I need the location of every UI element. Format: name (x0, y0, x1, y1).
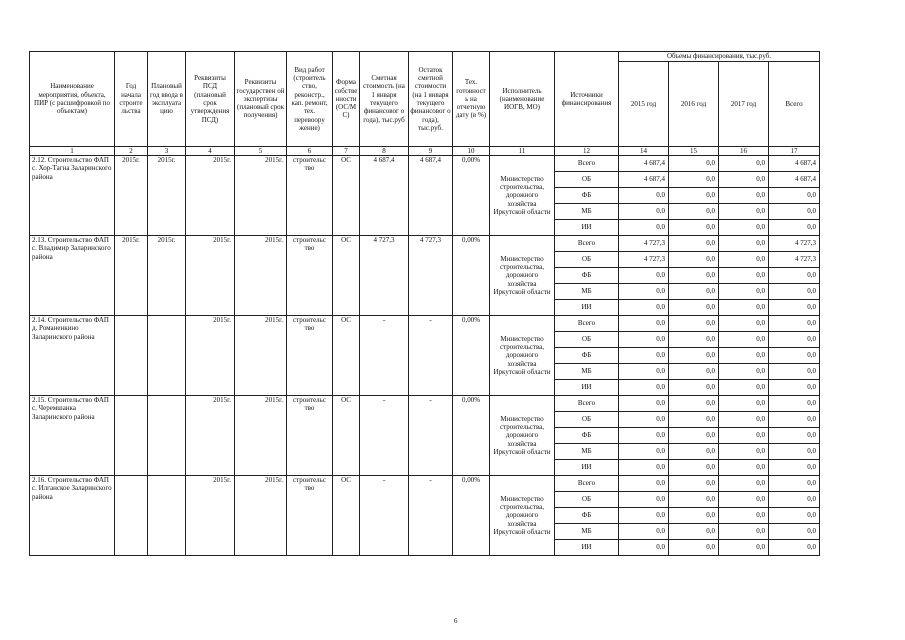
executor: Министерство строительства, дорожного хозяйства Иркутской области (490, 316, 555, 396)
amount-2016: 0,0 (669, 444, 719, 460)
amount-total: 0,0 (769, 284, 820, 300)
col-number: 6 (287, 147, 333, 156)
funding-source: ИИ (555, 220, 619, 236)
commission-year (148, 476, 186, 556)
funding-source: ФБ (555, 428, 619, 444)
amount-total: 0,0 (769, 380, 820, 396)
amount-total: 0,0 (769, 348, 820, 364)
header-2017: 2017 год (719, 62, 769, 147)
amount-2016: 0,0 (669, 316, 719, 332)
amount-total: 0,0 (769, 524, 820, 540)
amount-2016: 0,0 (669, 172, 719, 188)
amount-2015: 0,0 (619, 204, 669, 220)
amount-2015: 0,0 (619, 380, 669, 396)
amount-2017: 0,0 (719, 332, 769, 348)
amount-2017: 0,0 (719, 316, 769, 332)
readiness: 0,00% (453, 476, 490, 556)
start-year (115, 316, 148, 396)
remainder-cost: 4 727,3 (409, 236, 453, 316)
amount-2017: 0,0 (719, 236, 769, 252)
estimate-cost: 4 727,3 (360, 236, 409, 316)
amount-2016: 0,0 (669, 220, 719, 236)
amount-2016: 0,0 (669, 204, 719, 220)
funding-source: ОБ (555, 332, 619, 348)
amount-2016: 0,0 (669, 524, 719, 540)
amount-2017: 0,0 (719, 380, 769, 396)
header-sources: Источники финансирования (555, 52, 619, 147)
col-number: 7 (333, 147, 360, 156)
amount-total: 0,0 (769, 332, 820, 348)
readiness: 0,00% (453, 236, 490, 316)
object-name: 2.14. Строительство ФАП д. Романенкино Заларинского района (30, 316, 115, 396)
funding-source: ФБ (555, 188, 619, 204)
start-year (115, 476, 148, 556)
funding-source: ОБ (555, 492, 619, 508)
amount-2015: 0,0 (619, 476, 669, 492)
executor: Министерство строительства, дорожного хозяйства Иркутской области (490, 156, 555, 236)
work-type: строительс тво (287, 396, 333, 476)
readiness: 0,00% (453, 156, 490, 236)
amount-total: 0,0 (769, 204, 820, 220)
object-name: 2.16. Строительство ФАП с. Илганское Заларинского района (30, 476, 115, 556)
amount-2016: 0,0 (669, 412, 719, 428)
funding-source: ИИ (555, 460, 619, 476)
funding-source: МБ (555, 524, 619, 540)
expertise-date: 2015г. (235, 476, 287, 556)
amount-2016: 0,0 (669, 332, 719, 348)
amount-2015: 4 687,4 (619, 156, 669, 172)
work-type: строительс тво (287, 316, 333, 396)
amount-2017: 0,0 (719, 300, 769, 316)
amount-2015: 0,0 (619, 348, 669, 364)
remainder-cost: - (409, 476, 453, 556)
amount-total: 0,0 (769, 300, 820, 316)
commission-year (148, 316, 186, 396)
amount-2017: 0,0 (719, 204, 769, 220)
header-commission-year: Плановый год ввода в эксплуата цию (148, 52, 186, 147)
amount-2015: 0,0 (619, 220, 669, 236)
amount-total: 0,0 (769, 492, 820, 508)
funding-source: Всего (555, 236, 619, 252)
amount-2015: 0,0 (619, 444, 669, 460)
executor: Министерство строительства, дорожного хозяйства Иркутской области (490, 476, 555, 556)
amount-2017: 0,0 (719, 428, 769, 444)
col-number: 4 (186, 147, 235, 156)
psd-date: 2015г. (186, 156, 235, 236)
amount-2016: 0,0 (669, 540, 719, 556)
col-number: 15 (669, 147, 719, 156)
remainder-cost: 4 687,4 (409, 156, 453, 236)
amount-total: 4 687,4 (769, 172, 820, 188)
financing-table (29, 51, 820, 556)
object-row (30, 476, 820, 492)
estimate-cost: - (360, 316, 409, 396)
funding-source: Всего (555, 316, 619, 332)
amount-2017: 0,0 (719, 540, 769, 556)
header-executor: Исполнитель (наименование ИОГВ, МО) (490, 52, 555, 147)
amount-2016: 0,0 (669, 156, 719, 172)
amount-2017: 0,0 (719, 284, 769, 300)
amount-2017: 0,0 (719, 444, 769, 460)
amount-2016: 0,0 (669, 508, 719, 524)
amount-2016: 0,0 (669, 476, 719, 492)
header-start-year: Год начала строите льства (115, 52, 148, 147)
funding-source: ИИ (555, 300, 619, 316)
object-name: 2.15. Строительство ФАП с. Черемшанка Заларинского района (30, 396, 115, 476)
col-number: 10 (453, 147, 490, 156)
funding-source: ИИ (555, 540, 619, 556)
funding-source: Всего (555, 156, 619, 172)
start-year: 2015г. (115, 156, 148, 236)
amount-total: 0,0 (769, 188, 820, 204)
amount-2017: 0,0 (719, 460, 769, 476)
work-type: строительс тво (287, 236, 333, 316)
amount-2017: 0,0 (719, 476, 769, 492)
commission-year: 2015г. (148, 236, 186, 316)
object-row (30, 236, 820, 252)
amount-2016: 0,0 (669, 188, 719, 204)
remainder-cost: - (409, 396, 453, 476)
amount-2017: 0,0 (719, 188, 769, 204)
col-number: 8 (360, 147, 409, 156)
amount-2015: 4 727,3 (619, 236, 669, 252)
ownership: ОС (333, 316, 360, 396)
page-number: 6 (454, 617, 458, 625)
object-row (30, 396, 820, 412)
amount-2015: 0,0 (619, 460, 669, 476)
amount-2015: 0,0 (619, 540, 669, 556)
funding-source: Всего (555, 476, 619, 492)
estimate-cost: 4 687,4 (360, 156, 409, 236)
amount-total: 0,0 (769, 364, 820, 380)
amount-2017: 0,0 (719, 220, 769, 236)
amount-2016: 0,0 (669, 492, 719, 508)
amount-2016: 0,0 (669, 268, 719, 284)
amount-2017: 0,0 (719, 364, 769, 380)
estimate-cost: - (360, 476, 409, 556)
col-number: 5 (235, 147, 287, 156)
expertise-date: 2015г. (235, 316, 287, 396)
amount-total: 4 727,3 (769, 236, 820, 252)
amount-2015: 0,0 (619, 508, 669, 524)
amount-total: 0,0 (769, 220, 820, 236)
funding-source: ФБ (555, 508, 619, 524)
amount-2015: 4 687,4 (619, 172, 669, 188)
amount-2017: 0,0 (719, 508, 769, 524)
amount-2015: 0,0 (619, 300, 669, 316)
header-2016: 2016 год (669, 62, 719, 147)
psd-date: 2015г. (186, 236, 235, 316)
amount-total: 4 727,3 (769, 252, 820, 268)
amount-2016: 0,0 (669, 428, 719, 444)
header-work-type: Вид работ (строитель ство, реконстр., кап. ремонт, тех. перевоору жение) (287, 52, 333, 147)
amount-2016: 0,0 (669, 460, 719, 476)
amount-2016: 0,0 (669, 284, 719, 300)
amount-2015: 0,0 (619, 524, 669, 540)
amount-2016: 0,0 (669, 364, 719, 380)
amount-total: 0,0 (769, 268, 820, 284)
funding-source: ОБ (555, 412, 619, 428)
header-expertise: Реквизиты государствен ой экспертизы (плановый срок получения) (235, 52, 287, 147)
amount-2015: 0,0 (619, 188, 669, 204)
col-number: 9 (409, 147, 453, 156)
remainder-cost: - (409, 316, 453, 396)
commission-year (148, 396, 186, 476)
object-name: 2.12. Строительство ФАП с. Хор-Тагна Заларинского района (30, 156, 115, 236)
amount-2015: 0,0 (619, 492, 669, 508)
col-number: 3 (148, 147, 186, 156)
header-psd: Реквизиты ПСД (плановый срок утверждения ПСД) (186, 52, 235, 147)
amount-2016: 0,0 (669, 380, 719, 396)
amount-2016: 0,0 (669, 252, 719, 268)
header-estimate: Сметная стоимость (на 1 января текущего финансовог о года), тыс.руб (360, 52, 409, 147)
amount-2017: 0,0 (719, 396, 769, 412)
readiness: 0,00% (453, 316, 490, 396)
col-number: 16 (719, 147, 769, 156)
amount-2017: 0,0 (719, 156, 769, 172)
amount-2015: 0,0 (619, 428, 669, 444)
object-row (30, 156, 820, 172)
amount-2015: 0,0 (619, 316, 669, 332)
funding-source: ОБ (555, 172, 619, 188)
amount-2017: 0,0 (719, 252, 769, 268)
amount-2015: 0,0 (619, 332, 669, 348)
amount-2015: 0,0 (619, 284, 669, 300)
executor: Министерство строительства, дорожного хозяйства Иркутской области (490, 396, 555, 476)
col-number: 14 (619, 147, 669, 156)
amount-2017: 0,0 (719, 412, 769, 428)
funding-source: Всего (555, 396, 619, 412)
header-2015: 2015 год (619, 62, 669, 147)
expertise-date: 2015г. (235, 156, 287, 236)
ownership: ОС (333, 396, 360, 476)
start-year: 2015г. (115, 236, 148, 316)
funding-source: МБ (555, 444, 619, 460)
expertise-date: 2015г. (235, 396, 287, 476)
ownership: ОС (333, 156, 360, 236)
col-number: 11 (490, 147, 555, 156)
header-name: Наименование мероприятия, объекта, ПИР (с расшифровкой по объектам) (30, 52, 115, 147)
psd-date: 2015г. (186, 316, 235, 396)
amount-total: 4 687,4 (769, 156, 820, 172)
amount-total: 0,0 (769, 316, 820, 332)
start-year (115, 396, 148, 476)
header-remainder: Остаток сметной стоимости (на 1 января текущего финансовог о года), тыс.руб. (409, 52, 453, 147)
amount-2017: 0,0 (719, 524, 769, 540)
work-type: строительс тво (287, 476, 333, 556)
amount-total: 0,0 (769, 412, 820, 428)
object-row (30, 316, 820, 332)
psd-date: 2015г. (186, 396, 235, 476)
amount-2015: 4 727,3 (619, 252, 669, 268)
amount-total: 0,0 (769, 428, 820, 444)
work-type: строительс тво (287, 156, 333, 236)
amount-total: 0,0 (769, 460, 820, 476)
expertise-date: 2015г. (235, 236, 287, 316)
amount-total: 0,0 (769, 540, 820, 556)
header-total: Всего (769, 62, 820, 147)
header-financing-group: Объемы финансирования, тыс.руб. (619, 52, 820, 62)
amount-total: 0,0 (769, 508, 820, 524)
amount-2017: 0,0 (719, 172, 769, 188)
amount-total: 0,0 (769, 444, 820, 460)
col-number: 17 (769, 147, 820, 156)
col-number: 12 (555, 147, 619, 156)
amount-2015: 0,0 (619, 364, 669, 380)
funding-source: МБ (555, 284, 619, 300)
estimate-cost: - (360, 396, 409, 476)
amount-2016: 0,0 (669, 300, 719, 316)
funding-source: МБ (555, 364, 619, 380)
funding-source: ИИ (555, 380, 619, 396)
col-number: 1 (30, 147, 115, 156)
amount-total: 0,0 (769, 476, 820, 492)
amount-2015: 0,0 (619, 396, 669, 412)
amount-2016: 0,0 (669, 348, 719, 364)
object-name: 2.13. Строительство ФАП с. Владимир Заларинского района (30, 236, 115, 316)
funding-source: МБ (555, 204, 619, 220)
commission-year: 2015г. (148, 156, 186, 236)
amount-2015: 0,0 (619, 412, 669, 428)
funding-source: ФБ (555, 348, 619, 364)
amount-2017: 0,0 (719, 348, 769, 364)
funding-source: ФБ (555, 268, 619, 284)
ownership: ОС (333, 236, 360, 316)
amount-2017: 0,0 (719, 268, 769, 284)
ownership: ОС (333, 476, 360, 556)
amount-2015: 0,0 (619, 268, 669, 284)
psd-date: 2015г. (186, 476, 235, 556)
amount-2017: 0,0 (719, 492, 769, 508)
funding-source: ОБ (555, 252, 619, 268)
column-numbers-row (30, 147, 820, 156)
readiness: 0,00% (453, 396, 490, 476)
amount-2016: 0,0 (669, 396, 719, 412)
header-readiness: Тех. готовност ь на отчетную дату (в %) (453, 52, 490, 147)
header-ownership: Форма собстве нности (ОС/М С) (333, 52, 360, 147)
executor: Министерство строительства, дорожного хозяйства Иркутской области (490, 236, 555, 316)
amount-2016: 0,0 (669, 236, 719, 252)
amount-total: 0,0 (769, 396, 820, 412)
col-number: 2 (115, 147, 148, 156)
